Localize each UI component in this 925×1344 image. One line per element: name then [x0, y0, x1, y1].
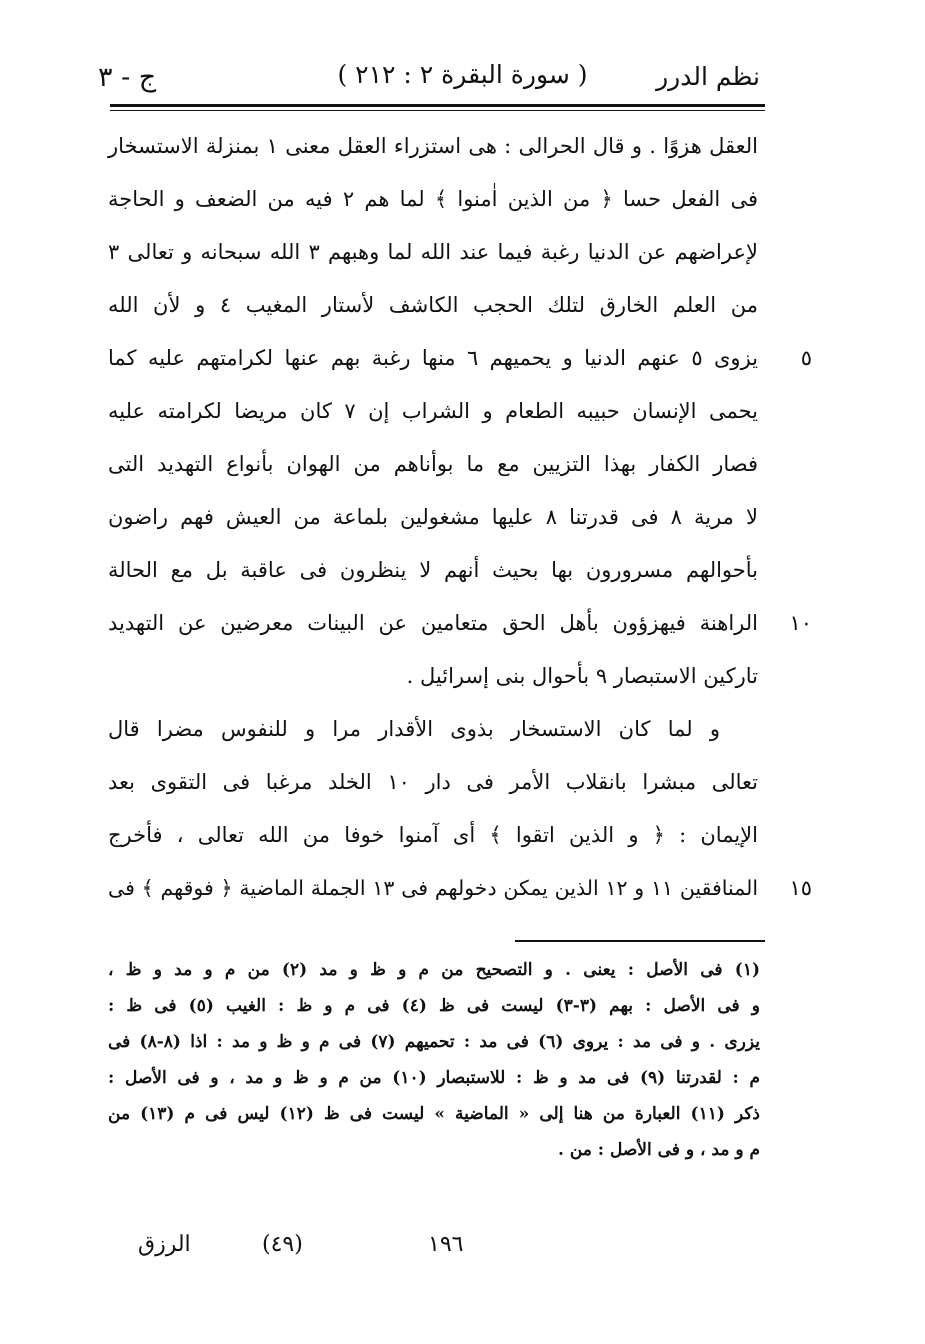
- line-text: العقل هزوًا . و قال الحرالى : هى استزراء العقل معنى ١ بمنزلة الاستسخار: [108, 134, 758, 158]
- text-line: [108, 650, 758, 703]
- footnote-rule: [515, 940, 765, 942]
- line-text: يحمى الإنسان حبيبه الطعام و الشراب إن ٧ كان مريضا لكرامته عليه: [108, 399, 758, 423]
- text-line: [108, 332, 812, 385]
- text-line: [108, 756, 758, 809]
- surah-reference: ( سورة البقرة ٢ : ٢١٢ ): [337, 60, 588, 89]
- text-line: [108, 279, 758, 332]
- text-line: [108, 597, 812, 650]
- text-line: [108, 491, 758, 544]
- text-line: [108, 703, 758, 756]
- footnote-line: م : لقدرتنا (٩) فى مد و ظ : للاستبصار (١٠) من م و ظ و مد ، و فى الأصل :: [108, 1068, 760, 1088]
- text-line: [108, 120, 758, 173]
- main-text: [108, 120, 812, 915]
- footnotes: [108, 952, 760, 1168]
- text-line: [108, 226, 758, 279]
- footnote-line: يزرى . و فى مد : يروى (٦) فى مد : تحميهم (٧) فى م و ظ و مد : اذا (٨-٨) فى: [108, 1032, 760, 1052]
- footnote-line: (١) فى الأصل : يعنى . و التصحيح من م و ظ و مد (٢) من م و مد و ظ ،: [108, 960, 761, 980]
- line-text: من العلم الخارق لتلك الحجب الكاشف لأستار المغيب ٤ و لأن الله: [108, 293, 758, 317]
- line-number: ١٠: [789, 611, 812, 635]
- volume-label: ج - ٣: [98, 62, 157, 93]
- line-text: تعالى مبشرا بانقلاب الأمر فى دار ١٠ الخلد مرغبا فى التقوى بعد: [108, 770, 758, 794]
- line-text: فى الفعل حسا ﴿ من الذين اٰمنوا ﴾ لما هم ٢ فيه من الضعف و الحاجة: [108, 187, 758, 211]
- line-text: الراهنة فيهزؤون بأهل الحق متعامين عن البينات معرضين عن التهديد: [108, 611, 758, 635]
- line-text: بأحوالهم مسرورون بها بحيث أنهم لا ينظرون فى عاقبة بل مع الحالة: [108, 558, 758, 582]
- page-number: ١٩٦: [428, 1232, 464, 1257]
- footer-sequence: (٤٩): [262, 1232, 303, 1257]
- text-line: [108, 385, 758, 438]
- footnote-line: م و مد ، و فى الأصل : من .: [558, 1140, 760, 1160]
- line-text: يزوى ٥ عنهم الدنيا و يحميهم ٦ منها رغبة بهم عنها لكرامتهم عليه كما: [108, 346, 759, 370]
- footnote-line: ذكر (١١) العبارة من هنا إلى « الماضية » ليست فى ظ (١٢) ليس فى م (١٣) من: [108, 1104, 760, 1124]
- header-rule-thin: [110, 110, 765, 111]
- footnote-line: و فى الأصل : بهم (٣-٣) ليست فى ظ (٤) فى م و ظ : الغيب (٥) فى ظ :: [108, 996, 760, 1016]
- line-text: لا مرية ٨ فى قدرتنا ٨ عليها مشغولين بلماعة من العيش فهم راضون: [108, 505, 758, 529]
- text-line: [108, 438, 758, 491]
- line-text: الإيمان : ﴿ و الذين اتقوا ﴾ أى آمنوا خوفا من الله تعالى ، فأخرج: [108, 823, 758, 847]
- text-line: [108, 809, 758, 862]
- footer-rizq: الرزق: [138, 1232, 191, 1257]
- line-number: ٥: [800, 346, 812, 370]
- line-text: و لما كان الاستسخار بذوى الأقدار مرا و للنفوس مضرا قال: [108, 717, 720, 741]
- book-title: نظم الدرر: [656, 62, 760, 91]
- line-number: ١٥: [789, 876, 812, 900]
- line-text: تاركين الاستبصار ٩ بأحوال بنى إسرائيل .: [406, 664, 758, 688]
- line-text: لإعراضهم عن الدنيا رغبة فيما عند الله لما وهبهم ٣ الله سبحانه و تعالى ٣: [108, 240, 758, 264]
- text-line: [108, 544, 758, 597]
- text-line: [108, 173, 758, 226]
- text-line: [108, 862, 812, 915]
- line-text: فصار الكفار بهذا التزيين مع ما بوأناهم من الهوان بأنواع التهديد التى: [108, 452, 758, 476]
- line-text: المنافقين ١١ و ١٢ الذين يمكن دخولهم فى ١٣ الجملة الماضية ﴿ فوقهم ﴾ فى: [108, 876, 759, 900]
- header-rule-thick: [110, 104, 765, 107]
